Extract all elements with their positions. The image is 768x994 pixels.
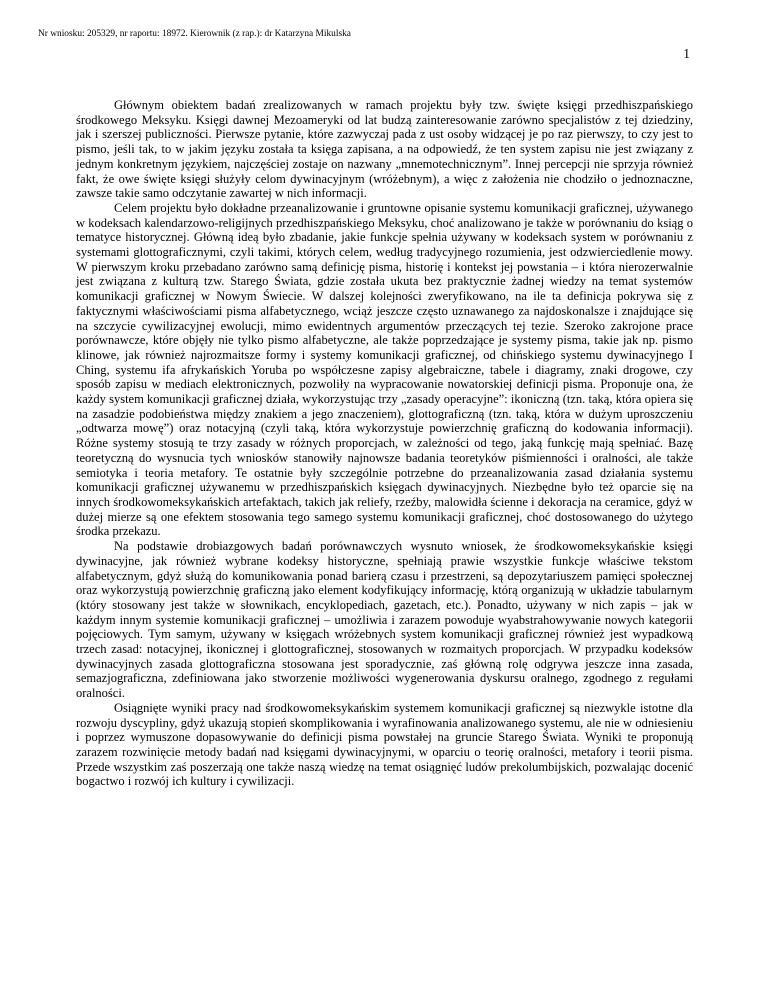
page-number: 1 — [683, 46, 690, 61]
paragraph-2: Celem projektu było dokładne przeanalizowanie i gruntowne opisanie systemu komunikacji graficznej, używanego w kodeksach kalendarzowo-religijnych przedhiszpańskiego Meksyku, choć analizowano je także w porównaniu do ksiąg o tematyce historycznej. Główną ideą było zbadanie, jakie funkcje spełnia używany w kodeksach system w porównaniu z systemami glottograficznymi, czyli takimi, których celem, według tradycyjnego rozumienia, jest odzwierciedlenie mowy. W pierwszym kroku przebadano zarówno samą definicję pisma, historię i kontekst jej powstania – i która nierozerwalnie jest związana z kulturą tzw. Starego Świata, gdzie została ukuta bez praktycznie żadnej wiedzy na temat systemów komunikacji graficznej w Nowym Świecie. W dalszej kolejności zweryfikowano, na ile ta definicja pokrywa się z faktycznymi właściwościami pisma alfabetycznego, wciąż jeszcze często uznawanego za najdoskonalsze i znajdujące się na szczycie cywilizacyjnej ewolucji, mimo ewidentnych argumentów przeczących tej tezie. Szeroko zakrojone prace porównawcze, które objęły nie tylko pismo alfabetyczne, ale także poprzedzające je systemy pisma, takie jak np. pismo klinowe, jak również najrozmaitsze formy i systemy komunikacji graficznej, od chińskiego systemu dywinacyjnego I Ching, systemu ifa afrykańskich Yoruba po współczesne zapisy algebraiczne, tabele i diagramy, znaki drogowe, czy sposób zapisu w mediach elektronicznych, pozwoliły na wypracowanie nowatorskiej definicji pisma. Proponuje ona, że każdy system komunikacji graficznej działa, wykorzystując trzy „zasady operacyjne”: ikoniczną (tzn. taką, która opiera się na zasadzie podobieństwa między znakiem a jego znaczeniem), glottograficzną (tzn. taką, która w dużym uproszczeniu „odtwarza mowę”) oraz notacyjną (czyli taką, która wykorzystuje powierzchnię graficzną do kodowania informacji). Różne systemy stosują te trzy zasady w różnych proporcjach, w zależności od tego, jaką funkcję mają spełniać. Bazę teoretyczną do wysnucia tych wniosków stanowiły najnowsze badania teoretyków piśmienności i oralności, ale także semiotyka i teoria metafory. Te ostatnie były szczególnie potrzebne do przeanalizowania zasad działania systemu komunikacji graficznej używanemu w przedhiszpańskich księgach dywinacyjnych. Niezbędne było też oparcie się na innych środkowomeksykańskich artefaktach, takich jak reliefy, rzeźby, malowidła ścienne i dekoracja na ceramice, gdyż w dużej mierze są one efektem stosowania tego samego systemu komunikacji graficznej, choć dostosowanego do użytego środka przekazu. — [76, 200, 693, 539]
paragraph-3: Na podstawie drobiazgowych badań porównawczych wysnuto wniosek, że środkowomeksykańskie księgi dywinacyjne, jak również wybrane kodeksy historyczne, spełniają prawie wszystkie funkcje właściwe tekstom alfabetycznym, gdyż służą do komunikowania ponad barierą czasu i przestrzeni, są depozytariuszem pamięci społecznej oraz wykorzystują powierzchnię graficzną jako element kodyfikujący informację, którą organizują w układzie tabularnym (który stosowany jest także w słownikach, encyklopediach, gazetach, etc.). Ponadto, używany w nich zapis – jak w każdym innym systemie komunikacji graficznej – umożliwia i zarazem powoduje wyabstrahowywanie nowych kategorii pojęciowych. Tym samym, używany w księgach wróżebnych system komunikacji graficznej również jest wypadkową trzech zasad: notacyjnej, ikonicznej i glottograficznej, stosowanych w rozmaitych proporcjach. W przypadku kodeksów dywinacyjnych zasada glottograficzna stosowana jest sporadycznie, zaś główną rolę odgrywa jeszcze inna zasada, semazjograficzna, zdefiniowana jako stworzenie możliwości wygenerowania dyskursu oralnego, zgodnego z regułami oralności. — [76, 539, 693, 701]
report-body — [76, 98, 693, 789]
paragraph-4: Osiągnięte wyniki pracy nad środkowomeksykańskim systemem komunikacji graficznej są niezwykle istotne dla rozwoju dyscypliny, gdyż ukazują stopień skomplikowania i wyrafinowania analizowanego systemu, ale nie w odniesieniu i poprzez wymuszone dopasowywanie do definicji pisma powstałej na gruncie Starego Świata. Wyniki te proponują zarazem rozwinięcie metody badań nad księgami dywinacyjnymi, w oparciu o teorię oralności, metafory i teorii pisma. Przede wszystkim zaś poszerzają one także naszą wiedzę na temat osiągnięć ludów prekolumbijskich, pozwalając docenić bogactwo i rozwój ich kultury i cywilizacji. — [76, 700, 693, 789]
page-header: Nr wniosku: 205329, nr raportu: 18972. Kierownik (z rap.): dr Katarzyna Mikulska — [38, 29, 351, 39]
paragraph-1: Głównym obiektem badań zrealizowanych w ramach projektu były tzw. święte księgi przedhiszpańskiego środkowego Meksyku. Księgi dawnej Mezoameryki od lat budzą zainteresowanie zarówno specjalistów z tej dziedziny, jak i szerszej publiczności. Pierwsze pytanie, które zazwyczaj pada z ust osoby widzącej je po raz pierwszy, to czy jest to pismo, jeśli tak, to w jakim języku została ta księga zapisana, a na odpowiedź, że ten system zapisu nie jest związany z jednym konkretnym językiem, najczęściej zostaje on nazwany „mnemotechnicznym”. Innej percepcji nie sprzyja również fakt, że owe święte księgi służyły celom dywinacyjnym (wróżebnym), a więc z założenia nie chodziło o jednoznaczne, zawsze takie samo odczytanie zawartej w nich informacji. — [76, 98, 693, 201]
